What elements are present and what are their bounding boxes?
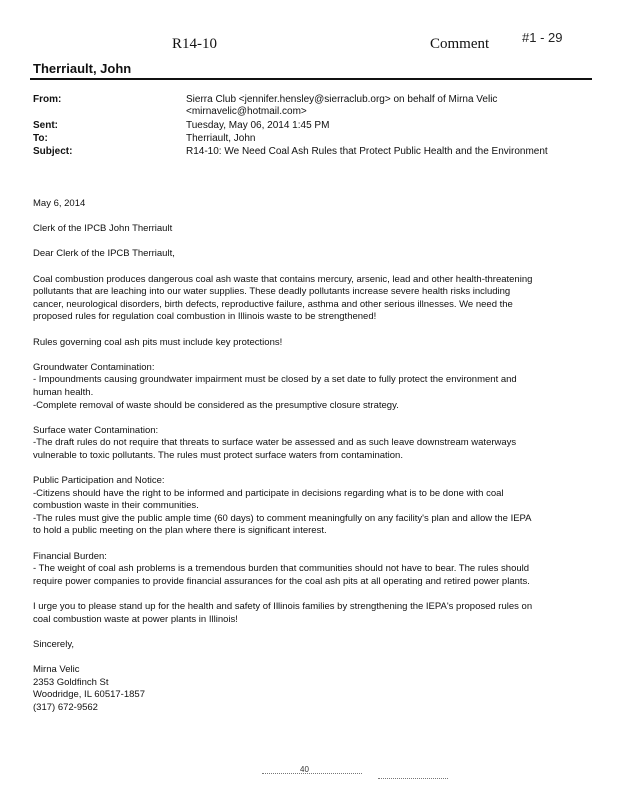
- closing-paragraph: [33, 601, 583, 626]
- letter-date: May 6, 2014: [33, 198, 86, 209]
- surface-water-line: -The draft rules do not require that threats to surface water be assessed and as such leave downstream waterways: [33, 437, 517, 449]
- surface-water-heading: Surface water Contamination:: [33, 424, 159, 436]
- from-value-line-1: Sierra Club <jennifer.hensley@sierraclub.org> on behalf of Mirna Velic: [186, 94, 498, 105]
- financial-line: require power companies to provide financial assurances for the coal ash pits at all operating and retired power plants.: [33, 575, 530, 587]
- from-value-line-2: <mirnavelic@hotmail.com>: [186, 106, 307, 117]
- signature-city: Woodridge, IL 60517-1857: [33, 689, 145, 701]
- signature-block: [33, 664, 583, 714]
- subject-label: Subject:: [33, 146, 73, 157]
- financial-section: [33, 551, 583, 589]
- letter-salutation: Dear Clerk of the IPCB Therriault,: [33, 248, 175, 260]
- docket-number: R14-10: [172, 36, 217, 52]
- header-rule: [30, 78, 592, 80]
- letter-addressee: Clerk of the IPCB John Therriault: [33, 223, 173, 235]
- groundwater-line: -Complete removal of waste should be considered as the presumptive closure strategy.: [33, 399, 399, 411]
- footer-divider: [262, 773, 362, 774]
- groundwater-section: [33, 362, 583, 412]
- comment-label: Comment: [430, 36, 490, 52]
- to-value: Therriault, John: [186, 133, 256, 144]
- closing-line: coal combustion waste at power plants in Illinois!: [33, 613, 238, 625]
- intro-line: cancer, neurological disorders, birth defects, reproductive failure, asthma and other serious illnesses. We need the: [33, 298, 513, 310]
- from-value: [186, 94, 497, 118]
- financial-heading: Financial Burden:: [33, 550, 107, 562]
- to-label: To:: [33, 133, 48, 144]
- groundwater-line: - Impoundments causing groundwater impairment must be closed by a set date to fully protect the environment and: [33, 374, 517, 386]
- surface-water-line: vulnerable to toxic pollutants. The rules must protect surface waters from contamination.: [33, 449, 403, 461]
- intro-line: Coal combustion produces dangerous coal ash waste that contains mercury, arsenic, lead and other health-threatening: [33, 273, 533, 285]
- comment-number: #1 - 29: [522, 30, 563, 45]
- sent-value: Tuesday, May 06, 2014 1:45 PM: [186, 120, 330, 131]
- groundwater-heading: Groundwater Contamination:: [33, 361, 155, 373]
- participation-line: -The rules must give the public ample time (60 days) to comment meaningfully on any facility's plan and allow the IEPA: [33, 512, 532, 524]
- signoff: Sincerely,: [33, 638, 75, 650]
- financial-line: - The weight of coal ash problems is a tremendous burden that communities should not have to bear. The rules should: [33, 563, 530, 575]
- signature-street: 2353 Goldfinch St: [33, 676, 109, 688]
- footer-mark: [378, 778, 448, 779]
- closing-line: I urge you to please stand up for the health and safety of Illinois families by strengthening the IEPA's proposed rules on: [33, 601, 533, 612]
- participation-heading: Public Participation and Notice:: [33, 475, 165, 487]
- signature-name: Mirna Velic: [33, 663, 80, 675]
- participation-line: -Citizens should have the right to be informed and participate in decisions regarding what is to be done with coal: [33, 487, 504, 499]
- sent-label: Sent:: [33, 120, 58, 131]
- intro-line: pollutants that are leaching into our water supplies. These deadly pollutants increase severe health risks including: [33, 286, 511, 298]
- surface-water-section: [33, 425, 583, 463]
- recipient-name: Therriault, John: [33, 61, 132, 76]
- rules-intro: Rules governing coal ash pits must include key protections!: [33, 336, 283, 348]
- intro-paragraph: [33, 274, 583, 324]
- signature-phone: (317) 672-9562: [33, 701, 98, 713]
- intro-line: proposed rules for regulation coal combustion in Illinois waste to be strengthened!: [33, 311, 377, 323]
- from-label: From:: [33, 94, 62, 105]
- letter-body: [33, 198, 583, 727]
- subject-value: R14-10: We Need Coal Ash Rules that Protect Public Health and the Environment: [186, 146, 548, 157]
- page-number: 40: [300, 765, 309, 774]
- participation-section: [33, 475, 583, 538]
- participation-line: combustion waste in their communities.: [33, 500, 199, 512]
- groundwater-line: human health.: [33, 386, 94, 398]
- participation-line: to hold a public meeting on the plan where there is significant interest.: [33, 525, 327, 537]
